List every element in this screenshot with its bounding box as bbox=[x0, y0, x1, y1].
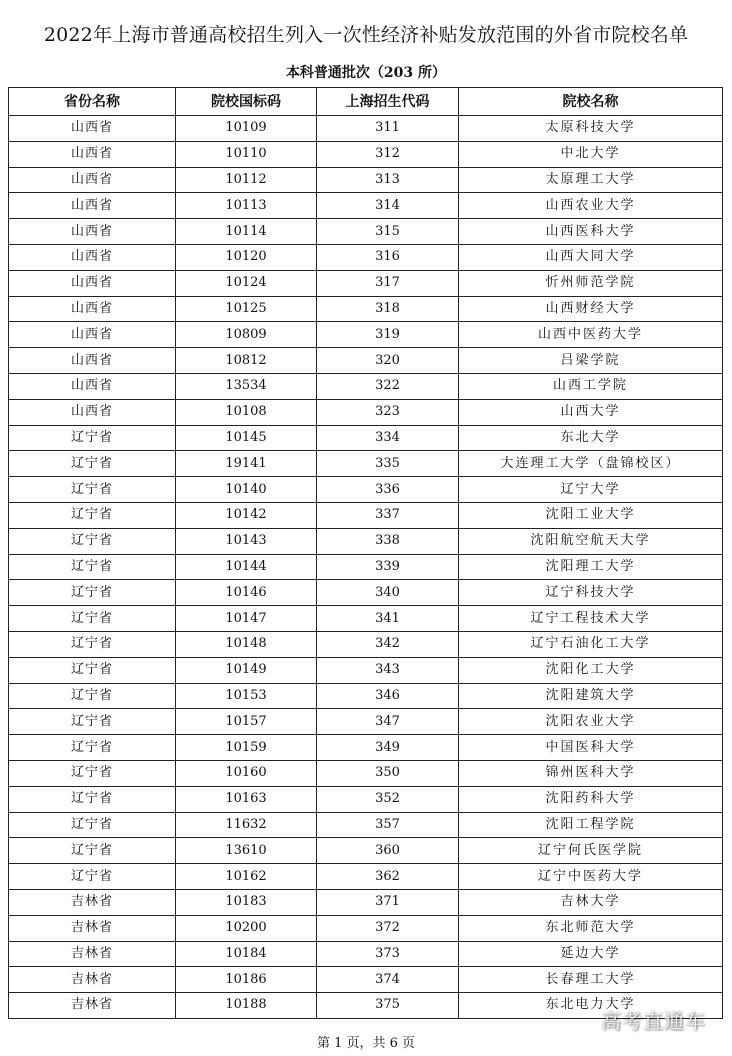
school-name-cell: 东北电力大学 bbox=[459, 993, 723, 1019]
table-row bbox=[9, 864, 723, 890]
province-cell: 山西省 bbox=[9, 141, 176, 167]
national-code-cell: 10149 bbox=[176, 657, 317, 683]
shanghai-code-cell: 375 bbox=[317, 993, 459, 1019]
table-row bbox=[9, 348, 723, 374]
national-code-cell: 13610 bbox=[176, 838, 317, 864]
table-row bbox=[9, 735, 723, 761]
national-code-cell: 10160 bbox=[176, 760, 317, 786]
column-header-school-name: 院校名称 bbox=[459, 88, 723, 116]
school-name-cell: 长春理工大学 bbox=[459, 967, 723, 993]
table-row bbox=[9, 502, 723, 528]
national-code-cell: 11632 bbox=[176, 812, 317, 838]
school-name-cell: 山西中医药大学 bbox=[459, 322, 723, 348]
province-cell: 山西省 bbox=[9, 167, 176, 193]
column-header-national-code: 院校国标码 bbox=[176, 88, 317, 116]
province-cell: 山西省 bbox=[9, 322, 176, 348]
province-cell: 辽宁省 bbox=[9, 451, 176, 477]
national-code-cell: 10809 bbox=[176, 322, 317, 348]
school-name-cell: 山西财经大学 bbox=[459, 296, 723, 322]
province-cell: 辽宁省 bbox=[9, 786, 176, 812]
table-row bbox=[9, 786, 723, 812]
document-subtitle: 本科普通批次（203 所） bbox=[285, 65, 447, 81]
province-cell: 辽宁省 bbox=[9, 631, 176, 657]
table-row bbox=[9, 941, 723, 967]
national-code-cell: 10114 bbox=[176, 219, 317, 245]
table-row bbox=[9, 967, 723, 993]
table-row bbox=[9, 399, 723, 425]
school-name-cell: 沈阳航空航天大学 bbox=[459, 528, 723, 554]
province-cell: 辽宁省 bbox=[9, 528, 176, 554]
province-cell: 吉林省 bbox=[9, 889, 176, 915]
school-name-cell: 辽宁大学 bbox=[459, 477, 723, 503]
shanghai-code-cell: 346 bbox=[317, 683, 459, 709]
province-cell: 辽宁省 bbox=[9, 812, 176, 838]
national-code-cell: 10188 bbox=[176, 993, 317, 1019]
province-cell: 山西省 bbox=[9, 116, 176, 142]
province-cell: 辽宁省 bbox=[9, 760, 176, 786]
school-name-cell: 大连理工大学（盘锦校区） bbox=[459, 451, 723, 477]
school-name-cell: 中北大学 bbox=[459, 141, 723, 167]
province-cell: 辽宁省 bbox=[9, 477, 176, 503]
table-row bbox=[9, 425, 723, 451]
province-cell: 辽宁省 bbox=[9, 580, 176, 606]
school-name-cell: 沈阳农业大学 bbox=[459, 709, 723, 735]
school-name-cell: 吉林大学 bbox=[459, 889, 723, 915]
shanghai-code-cell: 313 bbox=[317, 167, 459, 193]
national-code-cell: 10163 bbox=[176, 786, 317, 812]
table-row bbox=[9, 657, 723, 683]
table-row bbox=[9, 915, 723, 941]
school-name-cell: 辽宁何氏医学院 bbox=[459, 838, 723, 864]
province-cell: 山西省 bbox=[9, 296, 176, 322]
school-name-cell: 辽宁科技大学 bbox=[459, 580, 723, 606]
national-code-cell: 10124 bbox=[176, 270, 317, 296]
shanghai-code-cell: 312 bbox=[317, 141, 459, 167]
table-row bbox=[9, 244, 723, 270]
province-cell: 山西省 bbox=[9, 193, 176, 219]
national-code-cell: 10148 bbox=[176, 631, 317, 657]
school-name-cell: 太原理工大学 bbox=[459, 167, 723, 193]
national-code-cell: 10113 bbox=[176, 193, 317, 219]
national-code-cell: 10108 bbox=[176, 399, 317, 425]
national-code-cell: 19141 bbox=[176, 451, 317, 477]
shanghai-code-cell: 338 bbox=[317, 528, 459, 554]
school-name-cell: 中国医科大学 bbox=[459, 735, 723, 761]
national-code-cell: 10186 bbox=[176, 967, 317, 993]
national-code-cell: 10159 bbox=[176, 735, 317, 761]
national-code-cell: 10140 bbox=[176, 477, 317, 503]
shanghai-code-cell: 319 bbox=[317, 322, 459, 348]
watermark-logo: 高考直通车 bbox=[601, 1009, 706, 1033]
province-cell: 吉林省 bbox=[9, 915, 176, 941]
shanghai-code-cell: 337 bbox=[317, 502, 459, 528]
shanghai-code-cell: 314 bbox=[317, 193, 459, 219]
shanghai-code-cell: 350 bbox=[317, 760, 459, 786]
table-row bbox=[9, 373, 723, 399]
shanghai-code-cell: 339 bbox=[317, 554, 459, 580]
national-code-cell: 10147 bbox=[176, 606, 317, 632]
school-name-cell: 忻州师范学院 bbox=[459, 270, 723, 296]
shanghai-code-cell: 316 bbox=[317, 244, 459, 270]
national-code-cell: 10146 bbox=[176, 580, 317, 606]
shanghai-code-cell: 336 bbox=[317, 477, 459, 503]
national-code-cell: 10153 bbox=[176, 683, 317, 709]
column-header-province: 省份名称 bbox=[9, 88, 176, 116]
shanghai-code-cell: 334 bbox=[317, 425, 459, 451]
table-row bbox=[9, 606, 723, 632]
school-name-cell: 山西工学院 bbox=[459, 373, 723, 399]
school-name-cell: 沈阳建筑大学 bbox=[459, 683, 723, 709]
national-code-cell: 10144 bbox=[176, 554, 317, 580]
shanghai-code-cell: 318 bbox=[317, 296, 459, 322]
shanghai-code-cell: 317 bbox=[317, 270, 459, 296]
national-code-cell: 10145 bbox=[176, 425, 317, 451]
shanghai-code-cell: 347 bbox=[317, 709, 459, 735]
province-cell: 吉林省 bbox=[9, 993, 176, 1019]
table-row bbox=[9, 554, 723, 580]
table-row bbox=[9, 219, 723, 245]
province-cell: 辽宁省 bbox=[9, 864, 176, 890]
table-row bbox=[9, 193, 723, 219]
shanghai-code-cell: 371 bbox=[317, 889, 459, 915]
shanghai-code-cell: 352 bbox=[317, 786, 459, 812]
province-cell: 辽宁省 bbox=[9, 838, 176, 864]
shanghai-code-cell: 323 bbox=[317, 399, 459, 425]
shanghai-code-cell: 373 bbox=[317, 941, 459, 967]
school-name-cell: 太原科技大学 bbox=[459, 116, 723, 142]
school-name-cell: 延边大学 bbox=[459, 941, 723, 967]
national-code-cell: 10112 bbox=[176, 167, 317, 193]
table-row bbox=[9, 116, 723, 142]
national-code-cell: 10109 bbox=[176, 116, 317, 142]
school-name-cell: 吕梁学院 bbox=[459, 348, 723, 374]
province-cell: 辽宁省 bbox=[9, 554, 176, 580]
school-name-cell: 沈阳化工大学 bbox=[459, 657, 723, 683]
shanghai-code-cell: 349 bbox=[317, 735, 459, 761]
school-name-cell: 东北大学 bbox=[459, 425, 723, 451]
school-name-cell: 山西医科大学 bbox=[459, 219, 723, 245]
table-header-row bbox=[9, 88, 723, 116]
table-row bbox=[9, 141, 723, 167]
shanghai-code-cell: 322 bbox=[317, 373, 459, 399]
national-code-cell: 10125 bbox=[176, 296, 317, 322]
table-body bbox=[9, 116, 723, 1019]
province-cell: 山西省 bbox=[9, 219, 176, 245]
school-name-cell: 山西大学 bbox=[459, 399, 723, 425]
province-cell: 山西省 bbox=[9, 348, 176, 374]
school-name-cell: 沈阳理工大学 bbox=[459, 554, 723, 580]
school-name-cell: 东北师范大学 bbox=[459, 915, 723, 941]
table-row bbox=[9, 296, 723, 322]
shanghai-code-cell: 357 bbox=[317, 812, 459, 838]
shanghai-code-cell: 311 bbox=[317, 116, 459, 142]
school-name-cell: 辽宁中医药大学 bbox=[459, 864, 723, 890]
national-code-cell: 10162 bbox=[176, 864, 317, 890]
province-cell: 辽宁省 bbox=[9, 709, 176, 735]
province-cell: 山西省 bbox=[9, 244, 176, 270]
national-code-cell: 10812 bbox=[176, 348, 317, 374]
school-name-cell: 沈阳药科大学 bbox=[459, 786, 723, 812]
province-cell: 山西省 bbox=[9, 399, 176, 425]
shanghai-code-cell: 341 bbox=[317, 606, 459, 632]
table-row bbox=[9, 812, 723, 838]
province-cell: 辽宁省 bbox=[9, 657, 176, 683]
shanghai-code-cell: 340 bbox=[317, 580, 459, 606]
province-cell: 辽宁省 bbox=[9, 606, 176, 632]
shanghai-code-cell: 374 bbox=[317, 967, 459, 993]
shanghai-code-cell: 343 bbox=[317, 657, 459, 683]
province-cell: 辽宁省 bbox=[9, 425, 176, 451]
national-code-cell: 10200 bbox=[176, 915, 317, 941]
table-row bbox=[9, 838, 723, 864]
national-code-cell: 10183 bbox=[176, 889, 317, 915]
school-name-cell: 锦州医科大学 bbox=[459, 760, 723, 786]
school-name-cell: 山西大同大学 bbox=[459, 244, 723, 270]
shanghai-code-cell: 335 bbox=[317, 451, 459, 477]
table-row bbox=[9, 477, 723, 503]
shanghai-code-cell: 372 bbox=[317, 915, 459, 941]
shanghai-code-cell: 360 bbox=[317, 838, 459, 864]
shanghai-code-cell: 315 bbox=[317, 219, 459, 245]
national-code-cell: 13534 bbox=[176, 373, 317, 399]
province-cell: 吉林省 bbox=[9, 967, 176, 993]
table-row bbox=[9, 451, 723, 477]
school-name-cell: 辽宁工程技术大学 bbox=[459, 606, 723, 632]
national-code-cell: 10142 bbox=[176, 502, 317, 528]
document-title: 2022年上海市普通高校招生列入一次性经济补贴发放范围的外省市院校名单 bbox=[43, 24, 689, 46]
column-header-shanghai-code: 上海招生代码 bbox=[317, 88, 459, 116]
province-cell: 吉林省 bbox=[9, 941, 176, 967]
shanghai-code-cell: 362 bbox=[317, 864, 459, 890]
shanghai-code-cell: 320 bbox=[317, 348, 459, 374]
school-name-cell: 山西农业大学 bbox=[459, 193, 723, 219]
table-row bbox=[9, 322, 723, 348]
national-code-cell: 10110 bbox=[176, 141, 317, 167]
province-cell: 辽宁省 bbox=[9, 502, 176, 528]
table-row bbox=[9, 709, 723, 735]
province-cell: 山西省 bbox=[9, 373, 176, 399]
province-cell: 山西省 bbox=[9, 270, 176, 296]
shanghai-code-cell: 342 bbox=[317, 631, 459, 657]
school-name-cell: 沈阳工程学院 bbox=[459, 812, 723, 838]
table-row bbox=[9, 528, 723, 554]
school-name-cell: 沈阳工业大学 bbox=[459, 502, 723, 528]
province-cell: 辽宁省 bbox=[9, 683, 176, 709]
national-code-cell: 10157 bbox=[176, 709, 317, 735]
page-footer: 第 1 页，共 6 页 bbox=[316, 1036, 416, 1051]
table-row bbox=[9, 167, 723, 193]
school-list-table bbox=[8, 87, 723, 1019]
national-code-cell: 10143 bbox=[176, 528, 317, 554]
national-code-cell: 10120 bbox=[176, 244, 317, 270]
table-row bbox=[9, 631, 723, 657]
table-row bbox=[9, 580, 723, 606]
table-row bbox=[9, 889, 723, 915]
national-code-cell: 10184 bbox=[176, 941, 317, 967]
table-row bbox=[9, 270, 723, 296]
table-row bbox=[9, 760, 723, 786]
province-cell: 辽宁省 bbox=[9, 735, 176, 761]
table-row bbox=[9, 683, 723, 709]
school-name-cell: 辽宁石油化工大学 bbox=[459, 631, 723, 657]
